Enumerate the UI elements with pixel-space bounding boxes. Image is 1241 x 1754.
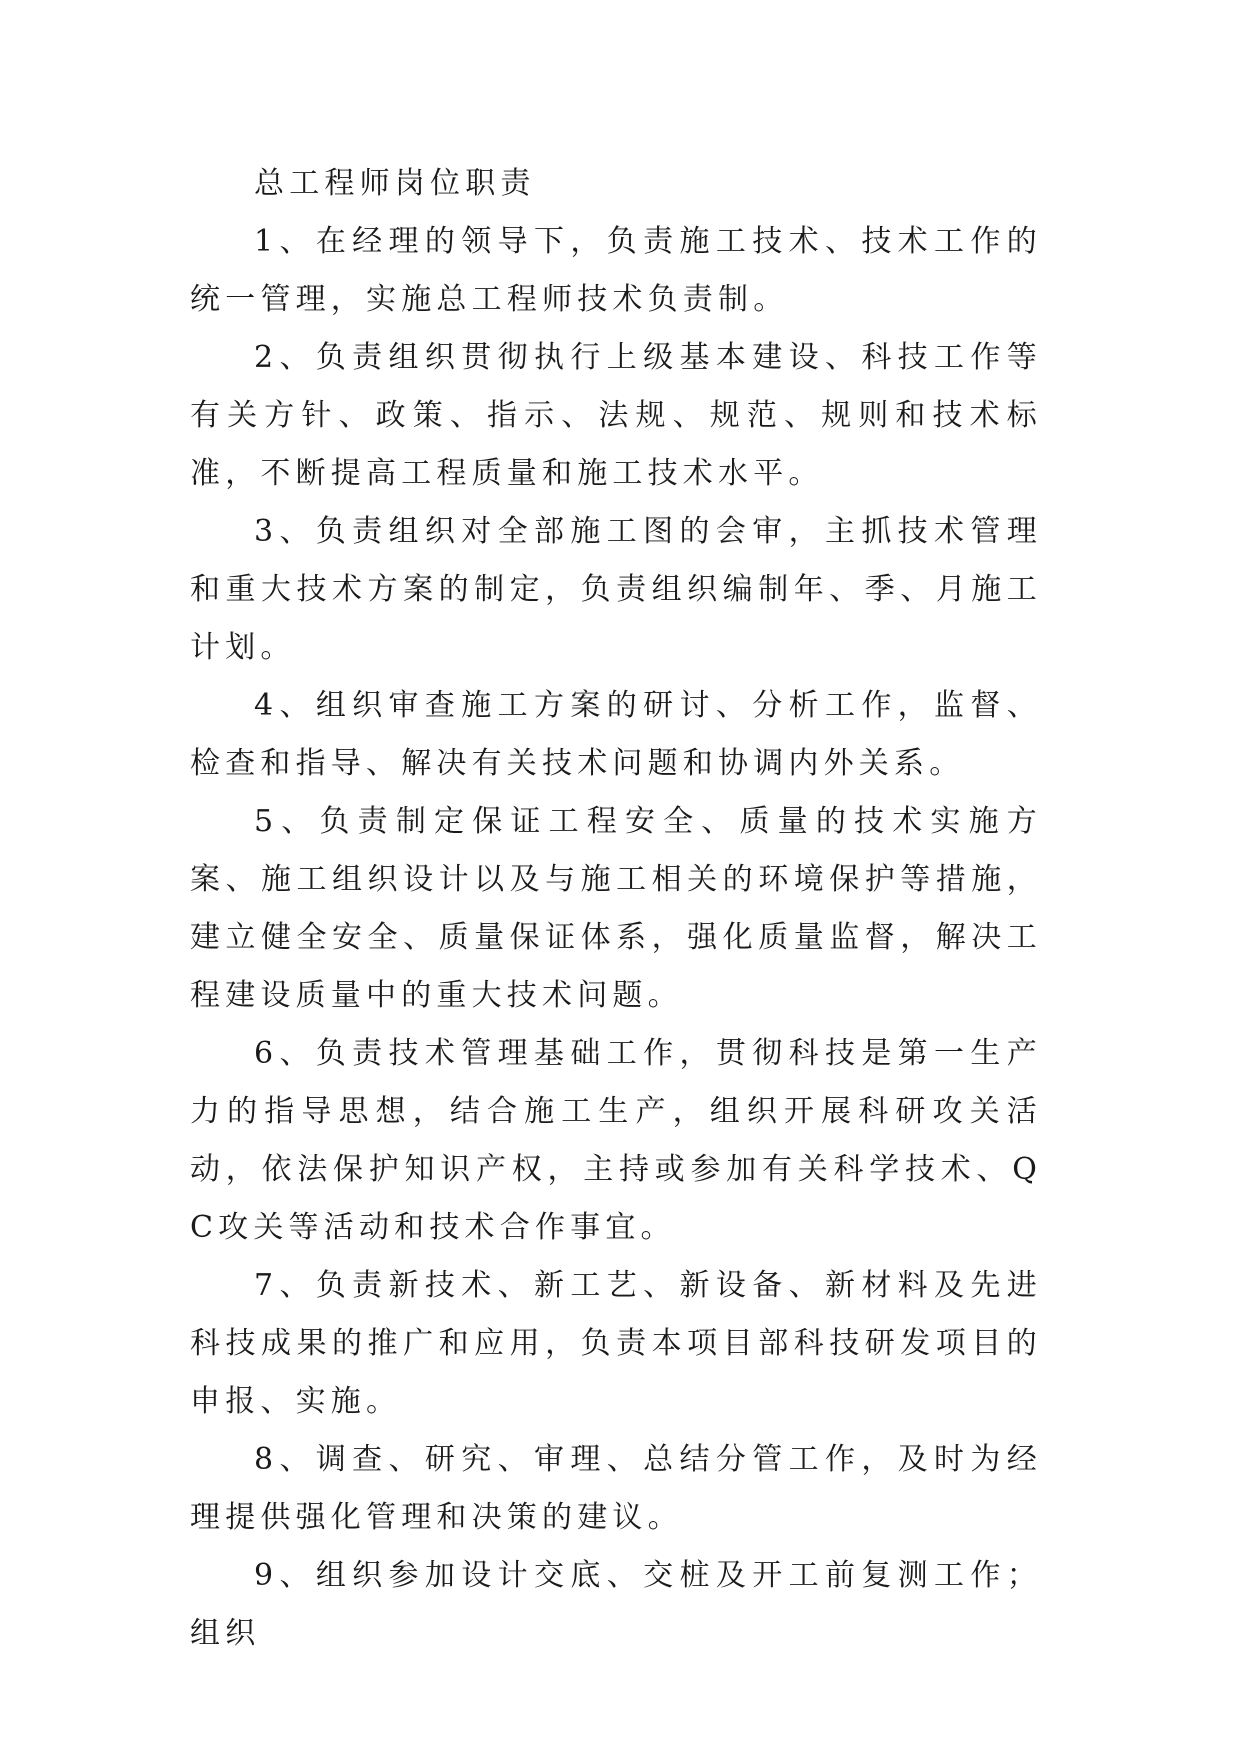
duty-item-6: 6、负责技术管理基础工作，贯彻科技是第一生产力的指导思想，结合施工生产，组织开展科研攻关活动，依法保护知识产权，主持或参加有关科学技术、QC攻关等活动和技术合作事宜。: [190, 1036, 1042, 1245]
duty-item-9: 9、组织参加设计交底、交桩及开工前复测工作；组织: [190, 1558, 1042, 1651]
duty-item-8: 8、调查、研究、审理、总结分管工作，及时为经理提供强化管理和决策的建议。: [190, 1442, 1042, 1535]
document-body: [190, 155, 1042, 1663]
duty-item-1: 1、在经理的领导下，负责施工技术、技术工作的统一管理，实施总工程师技术负责制。: [190, 224, 1042, 317]
duty-item-2: 2、负责组织贯彻执行上级基本建设、科技工作等有关方针、政策、指示、法规、规范、规则和技术标准，不断提高工程质量和施工技术水平。: [190, 340, 1042, 491]
duty-item-3: 3、负责组织对全部施工图的会审，主抓技术管理和重大技术方案的制定，负责组织编制年、季、月施工计划。: [190, 514, 1042, 665]
document-title: 总工程师岗位职责: [254, 166, 536, 201]
duty-item-4: 4、组织审查施工方案的研讨、分析工作，监督、检查和指导、解决有关技术问题和协调内外关系。: [190, 688, 1042, 781]
duty-item-5: 5、负责制定保证工程安全、质量的技术实施方案、施工组织设计以及与施工相关的环境保护等措施，建立健全安全、质量保证体系，强化质量监督，解决工程建设质量中的重大技术问题。: [190, 804, 1042, 1013]
duty-item-7: 7、负责新技术、新工艺、新设备、新材料及先进科技成果的推广和应用，负责本项目部科技研发项目的申报、实施。: [190, 1268, 1042, 1419]
